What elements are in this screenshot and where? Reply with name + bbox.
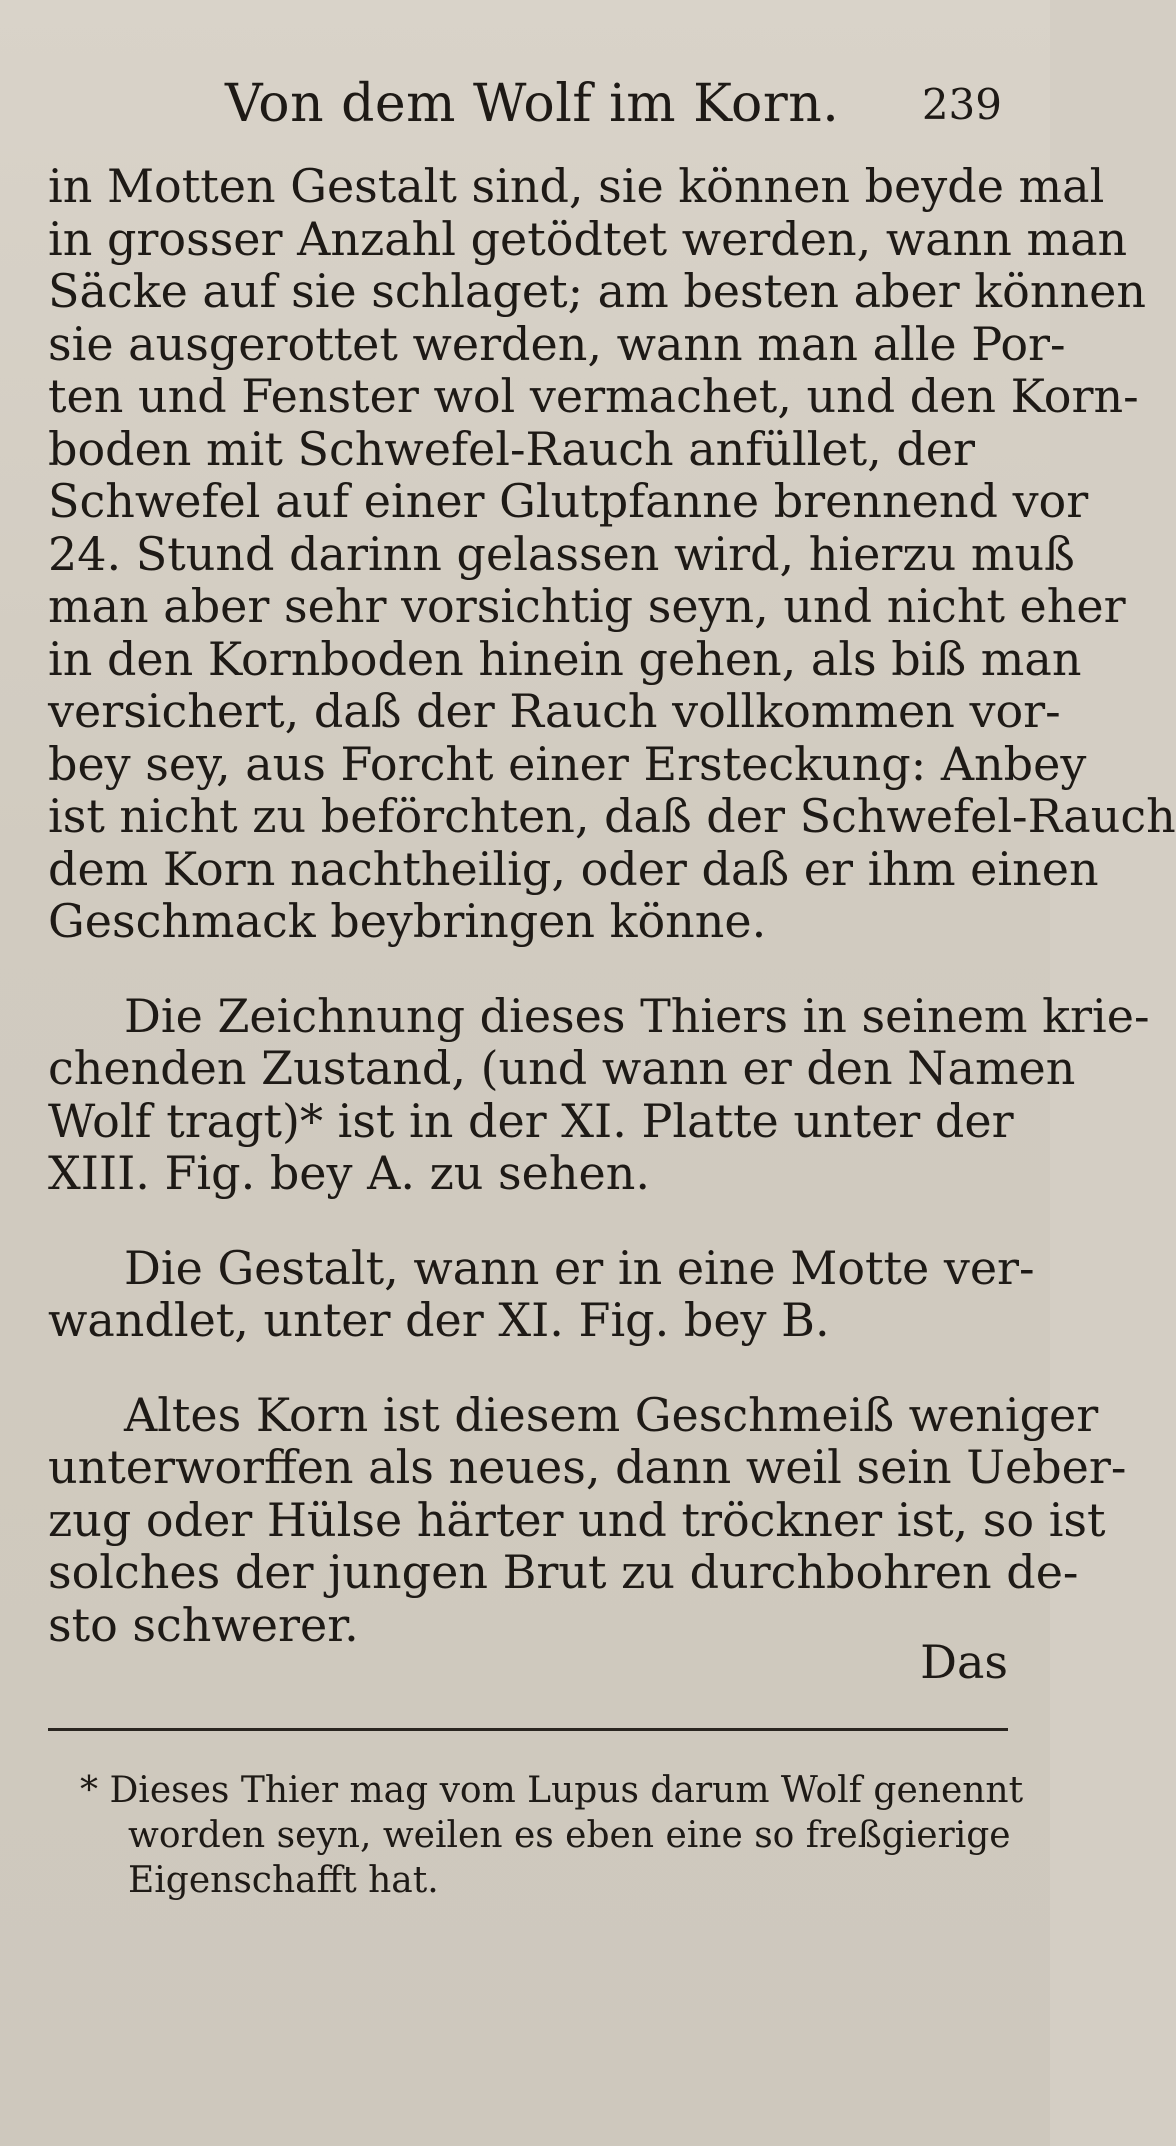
text-line: dem Korn nachtheilig, oder daß er ihm einen <box>48 841 1099 896</box>
text-line: Die Zeichnung dieses Thiers in seinem krie- <box>124 988 1150 1043</box>
catchword: Das <box>920 1635 1008 1689</box>
footnote <box>80 1768 1024 1903</box>
text-line: in grosser Anzahl getödtet werden, wann man <box>48 211 1128 266</box>
text-line: Altes Korn ist diesem Geschmeiß weniger <box>124 1387 1099 1442</box>
text-line: ten und Fenster wol vermachet, und den Korn- <box>48 369 1139 423</box>
paragraph-4 <box>48 1387 1127 1652</box>
page-number: 239 <box>921 80 1002 129</box>
text-line: unterworffen als neues, dann weil sein Ueber- <box>48 1440 1127 1494</box>
text-line: sie ausgerottet werden, wann man alle Por- <box>48 316 1066 371</box>
footnote-line: Eigenschafft hat. <box>128 1860 439 1901</box>
footnote-line: worden seyn, weilen es eben eine so freßgierige <box>128 1815 1011 1856</box>
text-line: XIII. Fig. bey A. zu sehen. <box>48 1146 650 1200</box>
footnote-divider <box>48 1728 1008 1731</box>
text-line: Schwefel auf einer Glutpfanne brennend vor <box>48 474 1089 528</box>
text-line: man aber sehr vorsichtig seyn, und nicht eher <box>48 579 1126 633</box>
text-line: versichert, daß der Rauch vollkommen vor- <box>48 684 1061 738</box>
text-line: chenden Zustand, (und wann er den Namen <box>48 1041 1076 1095</box>
paragraph-2 <box>48 988 1150 1200</box>
text-line: Wolf tragt)* ist in der XI. Platte unter der <box>48 1093 1014 1148</box>
footnote-line: * Dieses Thier mag vom Lupus darum Wolf genennt <box>80 1770 1024 1811</box>
text-line: boden mit Schwefel-Rauch anfüllet, der <box>48 421 975 476</box>
running-title: Von dem Wolf im Korn. <box>225 74 840 134</box>
paragraph-3 <box>48 1240 1035 1347</box>
text-line: ist nicht zu beförchten, daß der Schwefel-Rauch <box>48 789 1176 843</box>
text-line: in Motten Gestalt sind, sie können beyde mal <box>48 159 1105 213</box>
paragraph-1 <box>48 159 1176 948</box>
text-line: solches der jungen Brut zu durchbohren de- <box>48 1545 1079 1599</box>
body-text <box>48 159 1176 1652</box>
text-line: 24. Stund darinn gelassen wird, hierzu muß <box>48 526 1075 581</box>
text-line: Geschmack beybringen könne. <box>48 894 767 948</box>
text-line: wandlet, unter der XI. Fig. bey B. <box>48 1293 830 1347</box>
text-line: Die Gestalt, wann er in eine Motte ver- <box>124 1240 1035 1295</box>
text-line: in den Kornboden hinein gehen, als biß man <box>48 631 1082 686</box>
text-line: Säcke auf sie schlaget; am besten aber können <box>48 264 1146 318</box>
text-line: zug oder Hülse härter und tröckner ist, so ist <box>48 1492 1106 1547</box>
page-header <box>0 62 1050 142</box>
text-line: bey sey, aus Forcht einer Ersteckung: Anbey <box>48 736 1087 791</box>
text-line: sto schwerer. <box>48 1597 359 1652</box>
